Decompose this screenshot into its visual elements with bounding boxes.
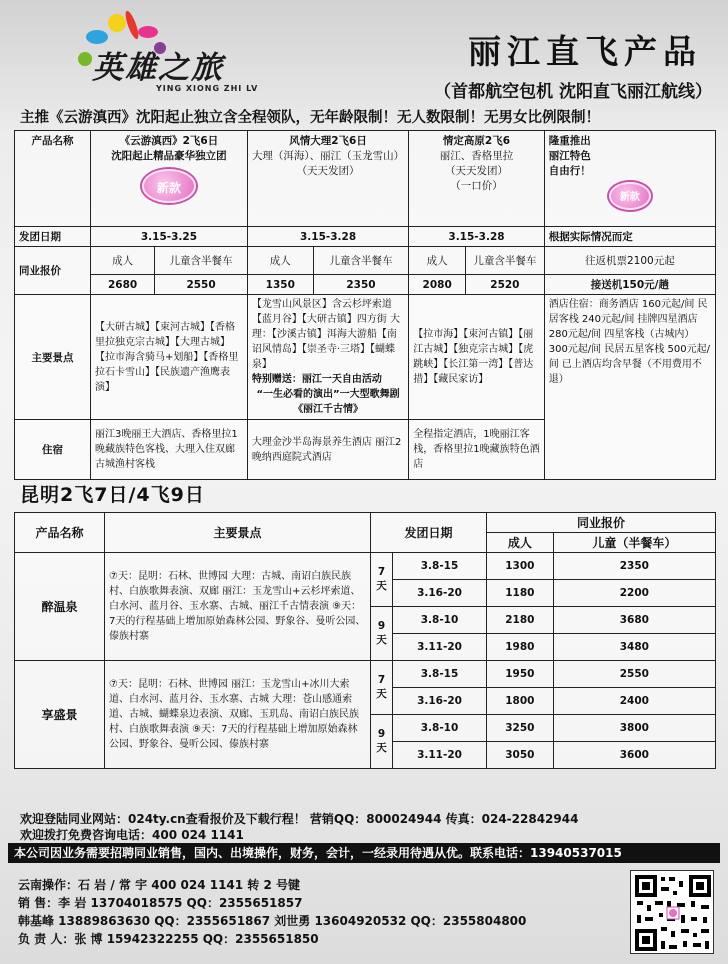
product-1-child-label: 儿童含半餐车 <box>155 247 248 275</box>
product-4-line1: 隆重推出 <box>548 135 591 147</box>
product-1-dates: 3.15-3.25 <box>91 227 248 247</box>
route-1-row-3-adult: 2180 <box>487 607 554 634</box>
product-2-subname: 大理（洱海）、丽江（玉龙雪山） <box>251 150 405 162</box>
label-price: 同业报价 <box>15 247 91 295</box>
contact-sales-2: 韩基峰 13889863630 QQ：2355651867 刘世勇 13604920532 QQ：2355804800 <box>18 914 527 928</box>
contact-manager: 负 责 人：张 博 15942322255 QQ：2355651850 <box>18 932 319 946</box>
route-2-row-4-adult: 3050 <box>487 742 554 769</box>
product-2-adult-label: 成人 <box>247 247 313 275</box>
route-2-days-9: 9天 <box>371 715 393 769</box>
product-2-sights: 【龙雪山风景区】含云杉坪索道【蓝月谷】【大研古镇】四方街 大理：【沙溪古镇】洱海大游船【南诏风情岛】【崇圣寺·三塔】【蝴蝶泉】 <box>251 299 401 370</box>
product-3-schedule: （天天发团） <box>444 165 508 177</box>
product-4-transfer-price: 接送机150元/趟 <box>544 275 715 295</box>
website-line: 欢迎登陆同业网站：024ty.cn查看报价及下载行程！ 营销QQ：800024944 传真：024-22842944 <box>20 812 579 826</box>
header-child: 儿童（半餐车） <box>553 533 715 553</box>
route-1-row-2-child: 2200 <box>553 580 715 607</box>
route-1-row-2-adult: 1180 <box>487 580 554 607</box>
route-2-row-2-date: 3.16-20 <box>393 688 487 715</box>
product-2-name: 风情大理2飞6日 <box>289 135 367 147</box>
header-price: 同业报价 <box>487 513 716 533</box>
product-4-hotel-list: 酒店住宿：商务酒店 160元起/间 民居客栈 240元起/间 挂牌四星酒店 280元起/间 四星客栈（古城内）300元起/间 民居五星客栈 500元起/间 已上酒店均含早餐（不用费用不退） <box>544 295 715 480</box>
direct-flight-table <box>14 130 716 480</box>
route-1-row-1-date: 3.8-15 <box>393 553 487 580</box>
header-product: 产品名称 <box>15 513 105 553</box>
kunming-section-title: 昆明2飞7日/4飞9日 <box>20 484 205 506</box>
product-3-subname: 丽江、香格里拉 <box>439 150 514 162</box>
page-subtitle: （首都航空包机 沈阳直飞丽江航线） <box>434 82 712 102</box>
product-1-adult-price: 2680 <box>91 275 155 295</box>
product-2-adult-price: 1350 <box>247 275 313 295</box>
route-2-row-1-adult: 1950 <box>487 661 554 688</box>
route-1-row-4-adult: 1980 <box>487 634 554 661</box>
product-4-cell <box>544 131 715 227</box>
header-dates: 发团日期 <box>371 513 487 553</box>
product-2-schedule: （天天发团） <box>296 165 360 177</box>
route-1-row-1-child: 2350 <box>553 553 715 580</box>
contact-ops: 云南操作：石 岩 / 常 宇 400 024 1141 转 2 号键 <box>18 878 301 892</box>
product-3-child-label: 儿童含半餐车 <box>466 247 545 275</box>
product-3-fixed-price: （一口价） <box>450 180 503 192</box>
product-3-dates: 3.15-3.28 <box>409 227 544 247</box>
route-2-row-4-date: 3.11-20 <box>393 742 487 769</box>
route-2-row-3-date: 3.8-10 <box>393 715 487 742</box>
route-2-row-2-child: 2400 <box>553 688 715 715</box>
header-adult: 成人 <box>487 533 554 553</box>
hotline-line: 欢迎拨打免费咨询电话：400 024 1141 <box>20 828 244 842</box>
product-3-child-price: 2520 <box>466 275 545 295</box>
product-2-dates: 3.15-3.28 <box>247 227 408 247</box>
product-3-adult-price: 2080 <box>409 275 466 295</box>
product-4-line3: 自由行！ <box>548 165 591 177</box>
route-1-desc: ⑦天：昆明：石林、世博园 大理：古城、南诏白族民族村、白族歌舞表演、双廊 丽江：玉龙雪山+云杉坪索道、白水河、蓝月谷、玉水寨、古城、丽江千古情表演 ⑨天：7天的行程基础上增加原始森林公园、野象谷、曼听公园、傣族村寨 <box>105 553 371 661</box>
route-1-name: 醉温泉 <box>15 553 105 661</box>
product-1-adult-label: 成人 <box>91 247 155 275</box>
product-4-line2: 丽江特色 <box>548 150 591 162</box>
promo-line: 主推《云游滇西》沈阳起止独立含全程领队，无年龄限制！无人数限制！无男女比例限制！ <box>20 110 600 126</box>
new-badge-small-icon: 新款 <box>609 182 651 210</box>
product-2-sights-cell <box>247 295 408 420</box>
product-2-cell <box>247 131 408 227</box>
kunming-table <box>14 512 716 769</box>
product-2-child-label: 儿童含半餐车 <box>313 247 409 275</box>
label-dates: 发团日期 <box>15 227 91 247</box>
product-4-airfare: 往返机票2100元起 <box>544 247 715 275</box>
product-1-hotel: 丽江3晚丽王大酒店、香格里拉1晚藏族特色客栈、大理入住双廊古城渔村客栈 <box>91 420 248 480</box>
brand-pinyin: YING XIONG ZHI LV <box>156 84 259 93</box>
product-1-name: 《云游滇西》2飞6日 <box>119 135 219 147</box>
product-2-gift-show: “一生必看的演出”一大型歌舞剧《丽江千古情》 <box>256 389 400 415</box>
route-1-row-1-adult: 1300 <box>487 553 554 580</box>
route-1-row-3-child: 3680 <box>553 607 715 634</box>
route-1-row-2-date: 3.16-20 <box>393 580 487 607</box>
route-1-row-4-date: 3.11-20 <box>393 634 487 661</box>
product-3-name: 情定高原2飞6 <box>442 135 511 147</box>
route-1-row-3-date: 3.8-10 <box>393 607 487 634</box>
product-3-adult-label: 成人 <box>409 247 466 275</box>
product-3-cell <box>409 131 544 227</box>
route-2-desc: ⑦天：昆明：石林、世博园 丽江：玉龙雪山+冰川大索道、白水河、蓝月谷、玉水寨、古城 大理：苍山感通索道、古城、蝴蝶泉边表演、双廊、玉玑岛、南诏白族民族村、白族歌舞表演 ⑨天：7天的行程基础上增加原始森林公园、野象谷、曼听公园、傣族村寨 <box>105 661 371 769</box>
qr-code-icon <box>630 870 714 954</box>
route-2-row-1-child: 2550 <box>553 661 715 688</box>
label-product: 产品名称 <box>15 131 91 227</box>
route-1-row-4-child: 3480 <box>553 634 715 661</box>
page-title: 丽江直飞产品 <box>468 32 702 71</box>
product-2-hotel: 大理金沙半岛海景养生酒店 丽江2晚纳西庭院式酒店 <box>247 420 408 480</box>
product-4-dates: 根据实际情况而定 <box>544 227 715 247</box>
product-3-sights: 【拉市海】【束河古镇】【丽江古城】【独克宗古城】【虎跳峡】【长江第一湾】【普达措】【藏民家访】 <box>409 295 544 420</box>
product-1-cell <box>91 131 248 227</box>
route-2-row-4-child: 3600 <box>553 742 715 769</box>
brand-logo <box>68 4 268 96</box>
route-2-row-2-adult: 1800 <box>487 688 554 715</box>
product-1-child-price: 2550 <box>155 275 248 295</box>
product-2-gift-title: 特别赠送：丽江一天自由活动 <box>251 374 382 385</box>
contact-sales-1: 销 售：李 岩 13704018575 QQ：2355651857 <box>18 896 303 910</box>
brand-name: 英雄之旅 <box>92 50 224 86</box>
label-hotel: 住宿 <box>15 420 91 480</box>
new-badge-icon: 新款 <box>142 169 196 203</box>
recruit-notice: 本公司因业务需要招聘同业销售，国内、出境操作，财务，会计，一经录用待遇从优。联系电话：13940537015 <box>8 843 720 863</box>
route-2-row-1-date: 3.8-15 <box>393 661 487 688</box>
route-1-days-7: 7天 <box>371 553 393 607</box>
product-3-hotel: 全程指定酒店，1晚丽江客栈，香格里拉1晚藏族特色酒店 <box>409 420 544 480</box>
route-2-days-7: 7天 <box>371 661 393 715</box>
route-2-row-3-child: 3800 <box>553 715 715 742</box>
header-sights: 主要景点 <box>105 513 371 553</box>
product-1-subname: 沈阳起止精品豪华独立团 <box>111 150 227 162</box>
route-2-name: 享盛景 <box>15 661 105 769</box>
product-2-child-price: 2350 <box>313 275 409 295</box>
route-1-days-9: 9天 <box>371 607 393 661</box>
label-sights: 主要景点 <box>15 295 91 420</box>
product-1-sights: 【大研古城】【束河古城】【香格里拉独克宗古城】【大理古城】【拉市海含骑马+划船】【香格里拉石卡雪山】【民族遗产渔鹰表演】 <box>91 295 248 420</box>
route-2-row-3-adult: 3250 <box>487 715 554 742</box>
